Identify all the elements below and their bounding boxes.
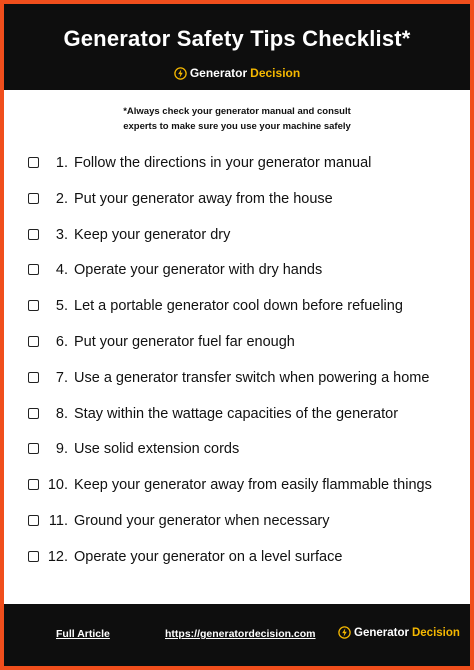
checklist-item-number: 10. [47, 477, 68, 494]
checklist-item[interactable] [0, 291, 474, 321]
checkbox-icon[interactable] [28, 193, 39, 204]
full-article-link[interactable]: Full Article [56, 628, 110, 640]
checklist-item[interactable] [0, 148, 474, 178]
checklist-item-number: 12. [47, 548, 68, 565]
disclaimer-line-1: *Always check your generator manual and consult [123, 106, 351, 117]
lightning-bolt-icon [174, 67, 187, 80]
checkbox-icon[interactable] [28, 515, 39, 526]
checklist-item[interactable] [0, 327, 474, 357]
checkbox-icon[interactable] [28, 157, 39, 168]
checklist-item-number: 6. [55, 334, 68, 350]
checkbox-icon[interactable] [28, 479, 39, 490]
checklist-item[interactable] [0, 184, 474, 214]
checklist-item[interactable] [0, 220, 474, 250]
checklist-item[interactable] [0, 363, 474, 393]
checkbox-icon[interactable] [28, 336, 39, 347]
lightning-bolt-icon [338, 626, 351, 639]
checklist-item-text: Follow the directions in your generator manual [74, 155, 372, 171]
footer-brand-logo [338, 626, 460, 639]
checkbox-icon[interactable] [28, 372, 39, 383]
safety-disclaimer [0, 104, 474, 134]
checkbox-icon[interactable] [28, 408, 39, 419]
checklist-item[interactable] [0, 434, 474, 464]
checkbox-icon[interactable] [28, 300, 39, 311]
disclaimer-line-2: experts to make sure you use your machine safely [123, 121, 351, 132]
checklist-item-number: 7. [55, 369, 68, 386]
checklist-item-number: 8. [55, 405, 68, 422]
footer-brand-name: Generator [354, 626, 409, 639]
checklist-item-number: 1. [55, 155, 68, 171]
checklist-item-text: Keep your generator dry [74, 226, 231, 243]
checklist-item-number: 3. [55, 226, 68, 243]
checkbox-icon[interactable] [28, 443, 39, 454]
checkbox-icon[interactable] [28, 264, 39, 275]
checklist-item-text: Use a generator transfer switch when powering a home [74, 369, 430, 386]
checklist-item-text: Let a portable generator cool down before refueling [74, 298, 403, 315]
footer-banner [4, 604, 470, 666]
checklist-item-number: 2. [55, 190, 68, 207]
checklist-item[interactable] [0, 255, 474, 285]
checklist-item-text: Keep your generator away from easily flammable things [74, 477, 432, 494]
brand-name: Generator [189, 66, 248, 80]
checklist-item-number: 4. [55, 262, 68, 279]
checkbox-icon[interactable] [28, 229, 39, 240]
checklist-item[interactable] [0, 399, 474, 429]
checklist-item-number: 9. [55, 441, 68, 458]
checklist-item-text: Put your generator fuel far enough [74, 334, 295, 350]
website-link[interactable]: https://generatordecision.com [165, 628, 316, 640]
checklist-item-text: Use solid extension cords [74, 441, 240, 458]
checklist-item-text: Operate your generator on a level surface [74, 548, 343, 565]
checklist-item-text: Stay within the wattage capacities of the generator [74, 405, 399, 422]
checklist-item-text: Operate your generator with dry hands [74, 262, 323, 279]
checklist-item[interactable] [0, 542, 474, 572]
checklist-item[interactable] [0, 470, 474, 500]
checklist-item-number: 11. [48, 513, 68, 529]
header-banner [4, 4, 470, 90]
page-title: Generator Safety Tips Checklist* [63, 26, 411, 51]
footer-brand-accent: Decision [411, 626, 460, 639]
checklist-item[interactable] [0, 506, 474, 536]
checklist-item-text: Ground your generator when necessary [74, 513, 330, 529]
checkbox-icon[interactable] [28, 551, 39, 562]
brand-accent: Decision [250, 66, 301, 80]
brand-logo [4, 66, 470, 80]
checklist-item-number: 5. [55, 298, 68, 315]
checklist-item-text: Put your generator away from the house [74, 190, 333, 207]
